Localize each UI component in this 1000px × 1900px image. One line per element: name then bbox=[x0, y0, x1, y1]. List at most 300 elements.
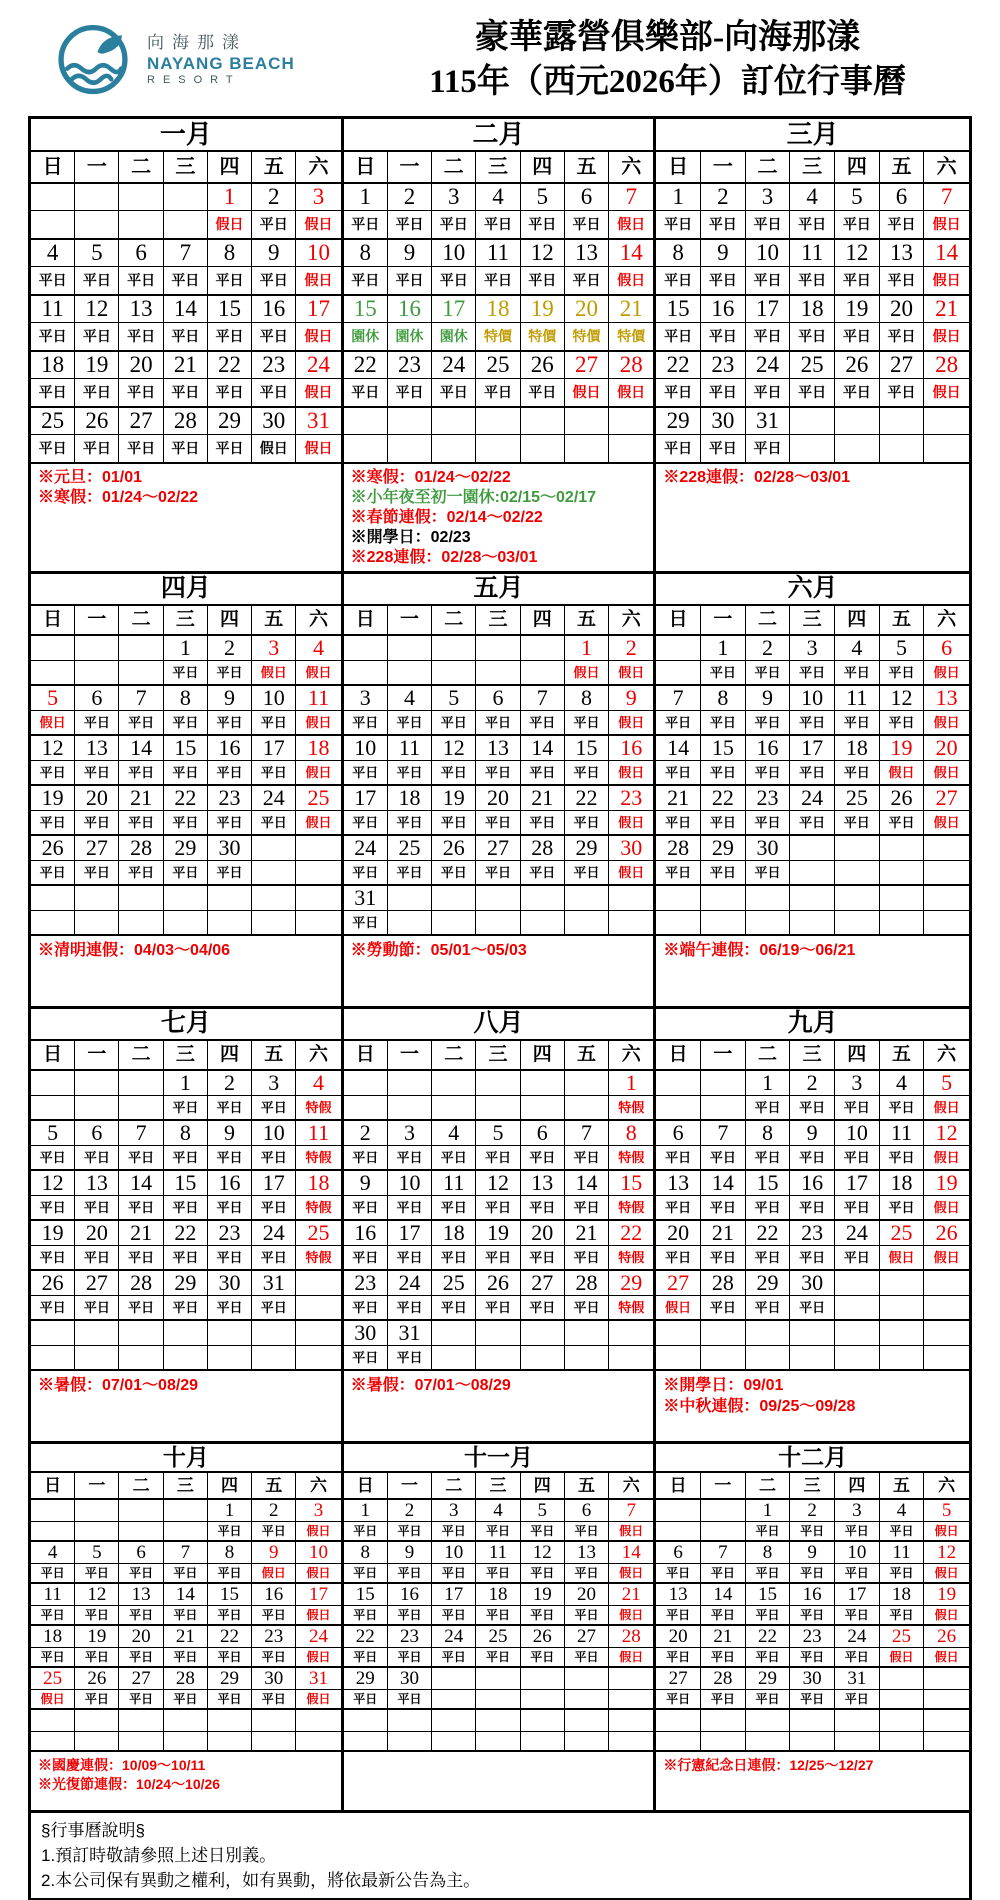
day-type-label: 平日 bbox=[521, 1564, 565, 1584]
day-number: 15 bbox=[344, 1584, 388, 1606]
day-type-label: 特假 bbox=[296, 1146, 340, 1171]
day-type-label: 平日 bbox=[835, 761, 880, 786]
day-type-label: 園休 bbox=[388, 323, 432, 352]
day-type-label: 平日 bbox=[880, 323, 925, 352]
page-title bbox=[355, 16, 980, 103]
day-number: 13 bbox=[565, 240, 609, 267]
week-day-types-row bbox=[656, 1196, 969, 1221]
month-title: 九月 bbox=[656, 1009, 969, 1041]
month-notes bbox=[31, 1752, 341, 1810]
day-number: 18 bbox=[388, 786, 432, 811]
weekday-header-cell: 日 bbox=[656, 1041, 701, 1069]
day-number: 21 bbox=[609, 296, 653, 323]
week-day-numbers-row bbox=[344, 736, 654, 761]
day-number bbox=[164, 184, 208, 211]
day-type-label: 平日 bbox=[208, 811, 252, 836]
day-type-label: 平日 bbox=[476, 1522, 520, 1542]
day-number: 18 bbox=[880, 1171, 925, 1196]
day-type-label bbox=[75, 211, 119, 240]
day-number: 15 bbox=[344, 296, 388, 323]
day-type-label: 平日 bbox=[208, 711, 252, 736]
day-type-label: 平日 bbox=[252, 211, 296, 240]
weekday-header-row bbox=[656, 152, 969, 184]
day-type-label: 平日 bbox=[344, 379, 388, 408]
day-type-label bbox=[880, 1690, 925, 1710]
day-number: 23 bbox=[388, 352, 432, 379]
weekday-header-cell: 日 bbox=[31, 606, 75, 634]
day-number: 19 bbox=[521, 296, 565, 323]
day-number: 1 bbox=[701, 636, 746, 661]
day-number bbox=[432, 886, 476, 911]
day-type-label: 假日 bbox=[296, 379, 340, 408]
day-number: 20 bbox=[521, 1221, 565, 1246]
day-type-label: 平日 bbox=[880, 1196, 925, 1221]
day-type-label: 平日 bbox=[835, 1648, 880, 1668]
day-type-label: 平日 bbox=[388, 1196, 432, 1221]
day-number: 6 bbox=[521, 1121, 565, 1146]
day-type-label: 平日 bbox=[701, 861, 746, 886]
day-type-label: 平日 bbox=[252, 1246, 296, 1271]
day-type-label bbox=[701, 1522, 746, 1542]
logo-text bbox=[147, 32, 295, 88]
day-type-label: 假日 bbox=[924, 1564, 969, 1584]
month-note: ※中秋連假：09/25～09/28 bbox=[663, 1398, 856, 1415]
week-day-types-row bbox=[656, 435, 969, 464]
day-number: 27 bbox=[119, 408, 163, 435]
day-number: 13 bbox=[924, 686, 969, 711]
weekday-header-cell: 三 bbox=[476, 1041, 520, 1069]
day-number: 24 bbox=[835, 1626, 880, 1648]
day-type-label bbox=[656, 661, 701, 686]
day-number: 29 bbox=[208, 408, 252, 435]
weekday-header-cell: 一 bbox=[75, 1473, 119, 1498]
week-day-numbers-row bbox=[656, 1584, 969, 1606]
day-number: 5 bbox=[31, 1121, 75, 1146]
day-type-label: 平日 bbox=[790, 1606, 835, 1626]
day-number: 4 bbox=[835, 636, 880, 661]
day-number: 15 bbox=[565, 736, 609, 761]
day-number: 1 bbox=[164, 1071, 208, 1096]
weekday-header-cell: 二 bbox=[119, 606, 163, 634]
day-number: 23 bbox=[746, 786, 791, 811]
day-number: 13 bbox=[565, 1542, 609, 1564]
day-number bbox=[924, 836, 969, 861]
day-number: 23 bbox=[388, 1626, 432, 1648]
day-type-label: 平日 bbox=[208, 1296, 252, 1321]
day-number: 2 bbox=[252, 1500, 296, 1522]
day-number: 13 bbox=[880, 240, 925, 267]
day-type-label: 平日 bbox=[208, 1096, 252, 1121]
day-number: 26 bbox=[924, 1221, 969, 1246]
day-number: 6 bbox=[656, 1542, 701, 1564]
week-day-types-row bbox=[344, 1732, 654, 1752]
day-number bbox=[701, 886, 746, 911]
day-type-label: 平日 bbox=[565, 711, 609, 736]
week-day-numbers-row bbox=[656, 886, 969, 911]
day-type-label: 平日 bbox=[344, 1648, 388, 1668]
day-type-label: 假日 bbox=[880, 1246, 925, 1271]
day-number: 7 bbox=[565, 1121, 609, 1146]
day-number: 9 bbox=[388, 1542, 432, 1564]
day-type-label bbox=[252, 1346, 296, 1371]
day-type-label: 平日 bbox=[790, 1196, 835, 1221]
week-day-numbers-row bbox=[656, 1121, 969, 1146]
day-type-label: 平日 bbox=[119, 1196, 163, 1221]
day-number: 19 bbox=[880, 736, 925, 761]
day-number: 16 bbox=[701, 296, 746, 323]
day-number: 13 bbox=[521, 1171, 565, 1196]
day-type-label bbox=[924, 1690, 969, 1710]
day-type-label bbox=[476, 1346, 520, 1371]
day-number: 3 bbox=[388, 1121, 432, 1146]
day-number: 13 bbox=[476, 736, 520, 761]
day-number: 25 bbox=[476, 1626, 520, 1648]
day-number bbox=[252, 1710, 296, 1732]
day-number: 19 bbox=[75, 1626, 119, 1648]
day-number: 13 bbox=[75, 736, 119, 761]
day-type-label bbox=[521, 661, 565, 686]
day-number: 21 bbox=[656, 786, 701, 811]
week-day-numbers-row bbox=[344, 686, 654, 711]
day-number: 5 bbox=[476, 1121, 520, 1146]
day-type-label bbox=[880, 1732, 925, 1752]
week-day-numbers-row bbox=[656, 408, 969, 435]
day-type-label: 平日 bbox=[701, 379, 746, 408]
day-number bbox=[476, 1321, 520, 1346]
week-day-numbers-row bbox=[31, 686, 341, 711]
day-number: 4 bbox=[296, 636, 340, 661]
day-number: 11 bbox=[880, 1542, 925, 1564]
day-number bbox=[924, 1321, 969, 1346]
day-type-label: 平日 bbox=[790, 1690, 835, 1710]
weekday-header-cell: 二 bbox=[746, 606, 791, 634]
day-type-label: 假日 bbox=[924, 211, 969, 240]
week-day-numbers-row bbox=[31, 352, 341, 379]
day-type-label bbox=[388, 911, 432, 936]
day-number bbox=[252, 886, 296, 911]
day-type-label bbox=[609, 435, 653, 464]
day-number: 6 bbox=[119, 240, 163, 267]
day-number bbox=[388, 408, 432, 435]
day-type-label: 平日 bbox=[388, 711, 432, 736]
day-type-label: 平日 bbox=[75, 861, 119, 886]
day-number: 25 bbox=[880, 1221, 925, 1246]
day-type-label bbox=[565, 1346, 609, 1371]
day-type-label: 假日 bbox=[924, 267, 969, 296]
day-type-label: 平日 bbox=[521, 811, 565, 836]
month-title: 八月 bbox=[344, 1009, 654, 1041]
day-number bbox=[565, 1668, 609, 1690]
day-type-label: 平日 bbox=[164, 1606, 208, 1626]
day-type-label bbox=[880, 435, 925, 464]
day-number: 14 bbox=[565, 1171, 609, 1196]
weekday-header-cell: 三 bbox=[476, 152, 520, 182]
day-number: 20 bbox=[565, 1584, 609, 1606]
day-number: 30 bbox=[790, 1668, 835, 1690]
day-type-label bbox=[790, 861, 835, 886]
week-day-types-row bbox=[656, 1246, 969, 1271]
day-number: 18 bbox=[31, 1626, 75, 1648]
day-number bbox=[521, 886, 565, 911]
day-type-label bbox=[609, 1346, 653, 1371]
day-type-label bbox=[476, 911, 520, 936]
day-type-label bbox=[609, 1732, 653, 1752]
day-type-label: 平日 bbox=[701, 1296, 746, 1321]
day-type-label: 平日 bbox=[344, 1690, 388, 1710]
day-type-label: 假日 bbox=[296, 811, 340, 836]
day-type-label bbox=[565, 1096, 609, 1121]
day-number: 26 bbox=[924, 1626, 969, 1648]
day-number bbox=[75, 1321, 119, 1346]
day-number: 7 bbox=[119, 686, 163, 711]
day-number: 17 bbox=[296, 296, 340, 323]
day-number: 13 bbox=[656, 1584, 701, 1606]
day-type-label: 平日 bbox=[164, 323, 208, 352]
weekday-header-cell: 二 bbox=[746, 152, 791, 182]
day-number bbox=[790, 836, 835, 861]
header bbox=[0, 0, 1000, 116]
day-type-label: 平日 bbox=[252, 379, 296, 408]
day-type-label: 平日 bbox=[31, 1246, 75, 1271]
week-day-types-row bbox=[656, 661, 969, 686]
day-type-label: 平日 bbox=[388, 1246, 432, 1271]
weekday-header-cell: 四 bbox=[521, 606, 565, 634]
day-type-label: 假日 bbox=[924, 711, 969, 736]
weekday-header-cell: 五 bbox=[880, 1473, 925, 1498]
day-number: 9 bbox=[208, 686, 252, 711]
day-number bbox=[31, 184, 75, 211]
day-number: 2 bbox=[609, 636, 653, 661]
month-note: ※光復節連假：10/24～10/26 bbox=[38, 1776, 221, 1792]
day-number: 12 bbox=[75, 296, 119, 323]
day-type-label: 平日 bbox=[31, 811, 75, 836]
calendar bbox=[28, 116, 972, 1813]
day-number: 22 bbox=[208, 352, 252, 379]
day-type-label: 平日 bbox=[432, 1564, 476, 1584]
day-type-label bbox=[746, 1346, 791, 1371]
day-number: 9 bbox=[252, 1542, 296, 1564]
day-type-label: 平日 bbox=[208, 1606, 252, 1626]
day-number: 12 bbox=[476, 1171, 520, 1196]
day-number: 10 bbox=[296, 1542, 340, 1564]
week-day-numbers-row bbox=[656, 1321, 969, 1346]
weekday-header-cell: 五 bbox=[565, 606, 609, 634]
day-type-label: 平日 bbox=[208, 661, 252, 686]
day-number: 18 bbox=[296, 736, 340, 761]
day-number: 7 bbox=[609, 184, 653, 211]
week-day-numbers-row bbox=[344, 408, 654, 435]
logo-resort-label: RESORT bbox=[147, 74, 241, 87]
day-type-label bbox=[208, 1732, 252, 1752]
day-type-label bbox=[521, 1346, 565, 1371]
week-day-types-row bbox=[656, 1648, 969, 1668]
day-type-label bbox=[31, 661, 75, 686]
day-number: 5 bbox=[75, 240, 119, 267]
day-number: 7 bbox=[701, 1121, 746, 1146]
day-number: 6 bbox=[75, 686, 119, 711]
day-number: 16 bbox=[252, 1584, 296, 1606]
day-number bbox=[656, 1071, 701, 1096]
day-number: 30 bbox=[388, 1668, 432, 1690]
day-number bbox=[701, 1071, 746, 1096]
day-type-label: 平日 bbox=[880, 1146, 925, 1171]
day-number bbox=[880, 1668, 925, 1690]
day-number: 27 bbox=[565, 1626, 609, 1648]
day-number bbox=[164, 1321, 208, 1346]
day-number: 17 bbox=[746, 296, 791, 323]
week-day-types-row bbox=[656, 861, 969, 886]
day-type-label: 平日 bbox=[119, 711, 163, 736]
day-type-label: 平日 bbox=[835, 267, 880, 296]
weekday-header-cell: 二 bbox=[746, 1473, 791, 1498]
week-day-numbers-row bbox=[344, 240, 654, 267]
day-type-label: 平日 bbox=[565, 1296, 609, 1321]
day-number bbox=[476, 886, 520, 911]
day-number: 21 bbox=[924, 296, 969, 323]
day-type-label: 平日 bbox=[388, 811, 432, 836]
month-title: 四月 bbox=[31, 574, 341, 606]
week-day-numbers-row bbox=[31, 736, 341, 761]
day-number: 21 bbox=[609, 1584, 653, 1606]
weekday-header-cell: 五 bbox=[252, 152, 296, 182]
day-number: 5 bbox=[31, 686, 75, 711]
weekday-header-cell: 四 bbox=[208, 1041, 252, 1069]
day-number: 17 bbox=[432, 296, 476, 323]
day-number: 26 bbox=[521, 352, 565, 379]
day-type-label bbox=[296, 1296, 340, 1321]
day-type-label bbox=[746, 1732, 791, 1752]
day-number: 17 bbox=[252, 1171, 296, 1196]
day-number: 11 bbox=[476, 240, 520, 267]
day-type-label: 平日 bbox=[701, 267, 746, 296]
week-day-numbers-row bbox=[31, 1321, 341, 1346]
day-number: 22 bbox=[746, 1221, 791, 1246]
day-number bbox=[388, 1710, 432, 1732]
day-number: 30 bbox=[252, 1668, 296, 1690]
day-number: 26 bbox=[75, 1668, 119, 1690]
day-type-label bbox=[701, 1732, 746, 1752]
day-number: 30 bbox=[701, 408, 746, 435]
day-number bbox=[656, 1321, 701, 1346]
day-type-label: 平日 bbox=[656, 1690, 701, 1710]
week-day-types-row bbox=[344, 1296, 654, 1321]
day-number: 3 bbox=[296, 184, 340, 211]
day-number bbox=[835, 1321, 880, 1346]
day-type-label: 平日 bbox=[432, 267, 476, 296]
month-notes bbox=[344, 464, 654, 571]
day-type-label: 平日 bbox=[746, 211, 791, 240]
day-type-label: 園休 bbox=[432, 323, 476, 352]
day-number: 2 bbox=[790, 1071, 835, 1096]
day-number: 9 bbox=[388, 240, 432, 267]
day-number: 18 bbox=[432, 1221, 476, 1246]
day-type-label: 平日 bbox=[880, 211, 925, 240]
day-type-label: 平日 bbox=[790, 761, 835, 786]
day-type-label: 平日 bbox=[31, 323, 75, 352]
weekday-header-cell: 日 bbox=[656, 1473, 701, 1498]
day-type-label: 平日 bbox=[880, 1522, 925, 1542]
day-type-label: 平日 bbox=[790, 1246, 835, 1271]
day-type-label bbox=[164, 211, 208, 240]
day-number: 4 bbox=[880, 1071, 925, 1096]
week-day-numbers-row bbox=[344, 1542, 654, 1564]
day-number: 28 bbox=[701, 1668, 746, 1690]
day-number bbox=[119, 1071, 163, 1096]
weekday-header-cell: 五 bbox=[565, 152, 609, 182]
day-number: 9 bbox=[790, 1542, 835, 1564]
weekday-header-cell: 六 bbox=[621, 609, 641, 630]
day-number bbox=[432, 1321, 476, 1346]
day-type-label: 平日 bbox=[388, 1564, 432, 1584]
logo bbox=[55, 20, 355, 101]
day-type-label bbox=[880, 1296, 925, 1321]
day-type-label: 平日 bbox=[208, 323, 252, 352]
day-type-label bbox=[835, 435, 880, 464]
day-type-label bbox=[746, 911, 791, 936]
weekday-header-cell: 六 bbox=[310, 1476, 328, 1495]
day-type-label bbox=[344, 435, 388, 464]
month-九月 bbox=[656, 1009, 969, 1441]
day-type-label: 平日 bbox=[746, 1522, 791, 1542]
day-type-label bbox=[75, 1522, 119, 1542]
day-number: 2 bbox=[388, 184, 432, 211]
day-number: 16 bbox=[790, 1584, 835, 1606]
day-type-label: 平日 bbox=[746, 1564, 791, 1584]
weekday-header-cell: 四 bbox=[521, 1041, 565, 1069]
day-number: 27 bbox=[75, 1271, 119, 1296]
day-number: 1 bbox=[656, 184, 701, 211]
day-number: 25 bbox=[880, 1626, 925, 1648]
week-day-numbers-row bbox=[344, 1071, 654, 1096]
day-type-label bbox=[432, 1096, 476, 1121]
day-type-label bbox=[432, 1690, 476, 1710]
day-number bbox=[388, 1071, 432, 1096]
month-note: ※開學日：02/23 bbox=[350, 529, 471, 546]
day-number: 3 bbox=[252, 636, 296, 661]
day-type-label: 平日 bbox=[565, 761, 609, 786]
day-number: 7 bbox=[164, 1542, 208, 1564]
day-number: 23 bbox=[344, 1271, 388, 1296]
day-type-label: 平日 bbox=[208, 861, 252, 886]
day-type-label: 平日 bbox=[119, 1296, 163, 1321]
month-四月 bbox=[31, 574, 344, 1006]
day-number bbox=[521, 1071, 565, 1096]
day-number bbox=[565, 1071, 609, 1096]
day-type-label: 平日 bbox=[252, 1606, 296, 1626]
day-type-label: 平日 bbox=[388, 1606, 432, 1626]
week-day-types-row bbox=[656, 761, 969, 786]
day-type-label: 假日 bbox=[924, 1246, 969, 1271]
day-type-label: 平日 bbox=[565, 1196, 609, 1221]
day-number bbox=[31, 636, 75, 661]
day-number: 10 bbox=[388, 1171, 432, 1196]
day-type-label: 平日 bbox=[31, 761, 75, 786]
day-type-label: 平日 bbox=[476, 379, 520, 408]
day-type-label: 平日 bbox=[388, 761, 432, 786]
band-jul-sep bbox=[31, 1006, 969, 1441]
week-day-numbers-row bbox=[344, 1271, 654, 1296]
week-day-numbers-row bbox=[344, 1668, 654, 1690]
week-day-numbers-row bbox=[656, 296, 969, 323]
weekday-header-cell: 一 bbox=[701, 152, 746, 182]
day-type-label: 平日 bbox=[476, 1606, 520, 1626]
day-number: 30 bbox=[344, 1321, 388, 1346]
day-number bbox=[344, 408, 388, 435]
day-type-label: 假日 bbox=[609, 861, 653, 886]
month-十二月 bbox=[656, 1444, 969, 1810]
week-day-numbers-row bbox=[31, 636, 341, 661]
weekday-header-cell: 三 bbox=[790, 1041, 835, 1069]
